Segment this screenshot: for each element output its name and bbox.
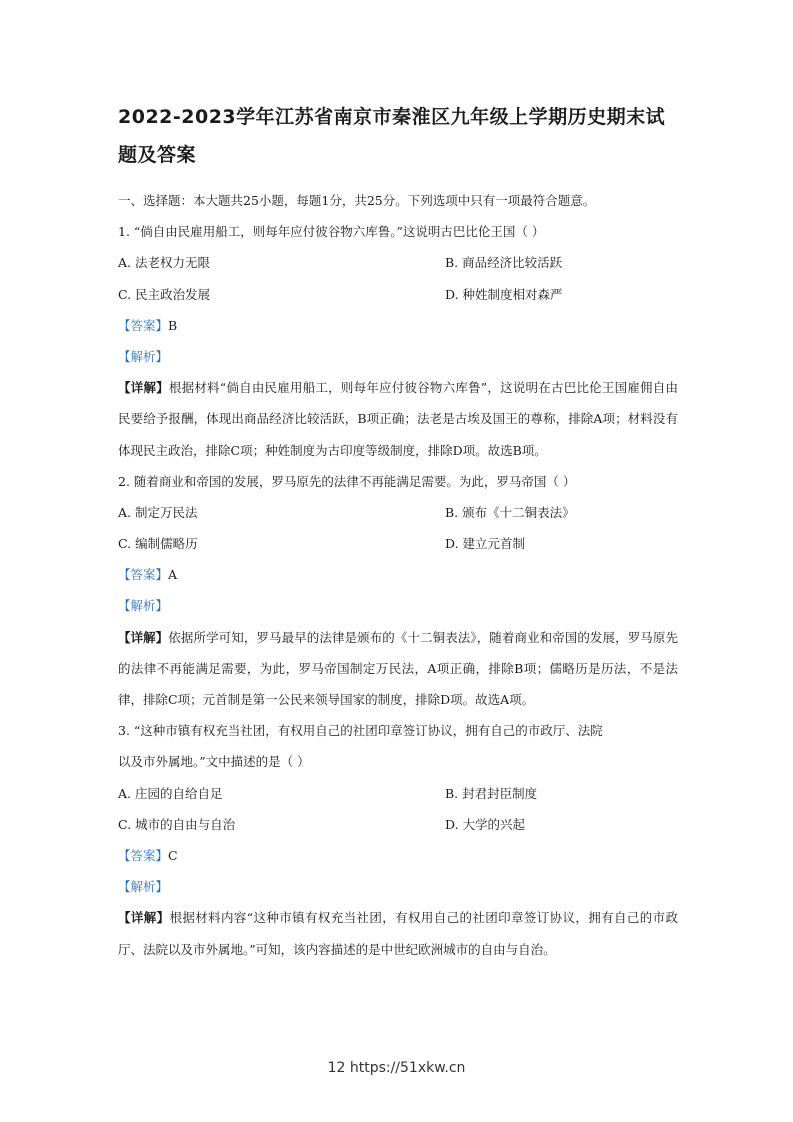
question-1-answer xyxy=(118,310,678,341)
question-2-options-row-1 xyxy=(118,497,678,528)
question-3-answer xyxy=(118,840,678,871)
question-3-stem-line-1: 3. “这种市镇有权充当社团，有权用自己的社团印章签订协议，拥有自己的市政厅、法院 xyxy=(118,723,603,739)
option-b: B. 颁布《十二铜表法》 xyxy=(445,504,575,520)
answer-tag: 【答案】 xyxy=(118,848,169,864)
question-3-detail xyxy=(118,902,678,964)
question-3-options-row-2 xyxy=(118,809,678,840)
section-heading: 一、选择题：本大题共25小题，每题1分，共25分。下列选项中只有一项最符合题意。 xyxy=(118,193,596,208)
answer-value: C xyxy=(168,848,178,864)
option-d: D. 大学的兴起 xyxy=(445,816,526,832)
detail-text: 依据所学可知，罗马最早的法律是颁布的《十二铜表法》，随着商业和帝国的发展，罗马原先的法律不再能满足需要，为此，罗马帝国制定万民法，A项正确，排除B项；儒略历是历法，不是法律，排除C项；元首制是第一公民来领导国家的制度，排除D项。故选A项。 xyxy=(118,629,678,708)
option-d: D. 种姓制度相对森严 xyxy=(445,286,563,302)
question-1-stem: 1. “倘自由民雇用船工，则每年应付彼谷物六库鲁。”这说明古巴比伦王国（ ） xyxy=(118,224,545,240)
option-c: C. 民主政治发展 xyxy=(118,286,211,302)
option-d: D. 建立元首制 xyxy=(445,536,526,552)
question-2-analysis xyxy=(118,590,678,621)
question-1-detail xyxy=(118,372,678,466)
question-2-detail xyxy=(118,622,678,716)
option-c: C. 编制儒略历 xyxy=(118,536,198,552)
detail-tag: 【详解】 xyxy=(118,380,169,396)
option-a: A. 庄园的自给自足 xyxy=(118,785,223,801)
question-1-options-row-2 xyxy=(118,279,678,310)
analysis-tag: 【解析】 xyxy=(118,348,169,364)
question-3-stem-line-2: 以及市外属地。”文中描述的是（ ） xyxy=(118,754,310,770)
question-1-options-row-1 xyxy=(118,247,678,278)
question-2-answer xyxy=(118,559,678,590)
detail-text: 根据材料“倘自由民雇用船工，则每年应付彼谷物六库鲁”，这说明在古巴比伦王国雇佣自由民要给予报酬，体现出商品经济比较活跃，B项正确；法老是古埃及国王的尊称，排除A项；材料没有体现民主政治，排除C项；种姓制度为古印度等级制度，排除D项。故选B项。 xyxy=(118,380,678,458)
question-3-options-row-1 xyxy=(118,778,678,809)
option-b: B. 商品经济比较活跃 xyxy=(445,255,563,271)
question-1-analysis xyxy=(118,341,678,372)
question-2-options-row-2 xyxy=(118,528,678,559)
option-c: C. 城市的自由与自治 xyxy=(118,816,236,832)
answer-tag: 【答案】 xyxy=(118,567,169,583)
page-footer: 12 https://51xkw.cn xyxy=(327,1060,466,1076)
answer-value: B xyxy=(168,317,178,333)
detail-text: 根据材料内容“这种市镇有权充当社团，有权用自己的社团印章签订协议，拥有自己的市政厅、法院以及市外属地。”可知，该内容描述的是中世纪欧洲城市的自由与自治。 xyxy=(118,910,678,957)
option-a: A. 制定万民法 xyxy=(118,504,198,520)
option-b: B. 封君封臣制度 xyxy=(445,785,538,801)
detail-tag: 【详解】 xyxy=(118,629,169,645)
exam-content xyxy=(118,185,678,965)
question-3-analysis xyxy=(118,871,678,902)
option-a: A. 法老权力无限 xyxy=(118,255,210,271)
detail-tag: 【详解】 xyxy=(118,910,170,926)
answer-tag: 【答案】 xyxy=(118,317,169,333)
analysis-tag: 【解析】 xyxy=(118,598,169,614)
answer-value: A xyxy=(168,567,178,583)
question-2-stem: 2. 随着商业和帝国的发展，罗马原先的法律不再能满足需要。为此，罗马帝国（ ） xyxy=(118,473,576,489)
analysis-tag: 【解析】 xyxy=(118,879,169,895)
page-title: 2022-2023学年江苏省南京市秦淮区九年级上学期历史期末试题及答案 xyxy=(118,106,666,166)
